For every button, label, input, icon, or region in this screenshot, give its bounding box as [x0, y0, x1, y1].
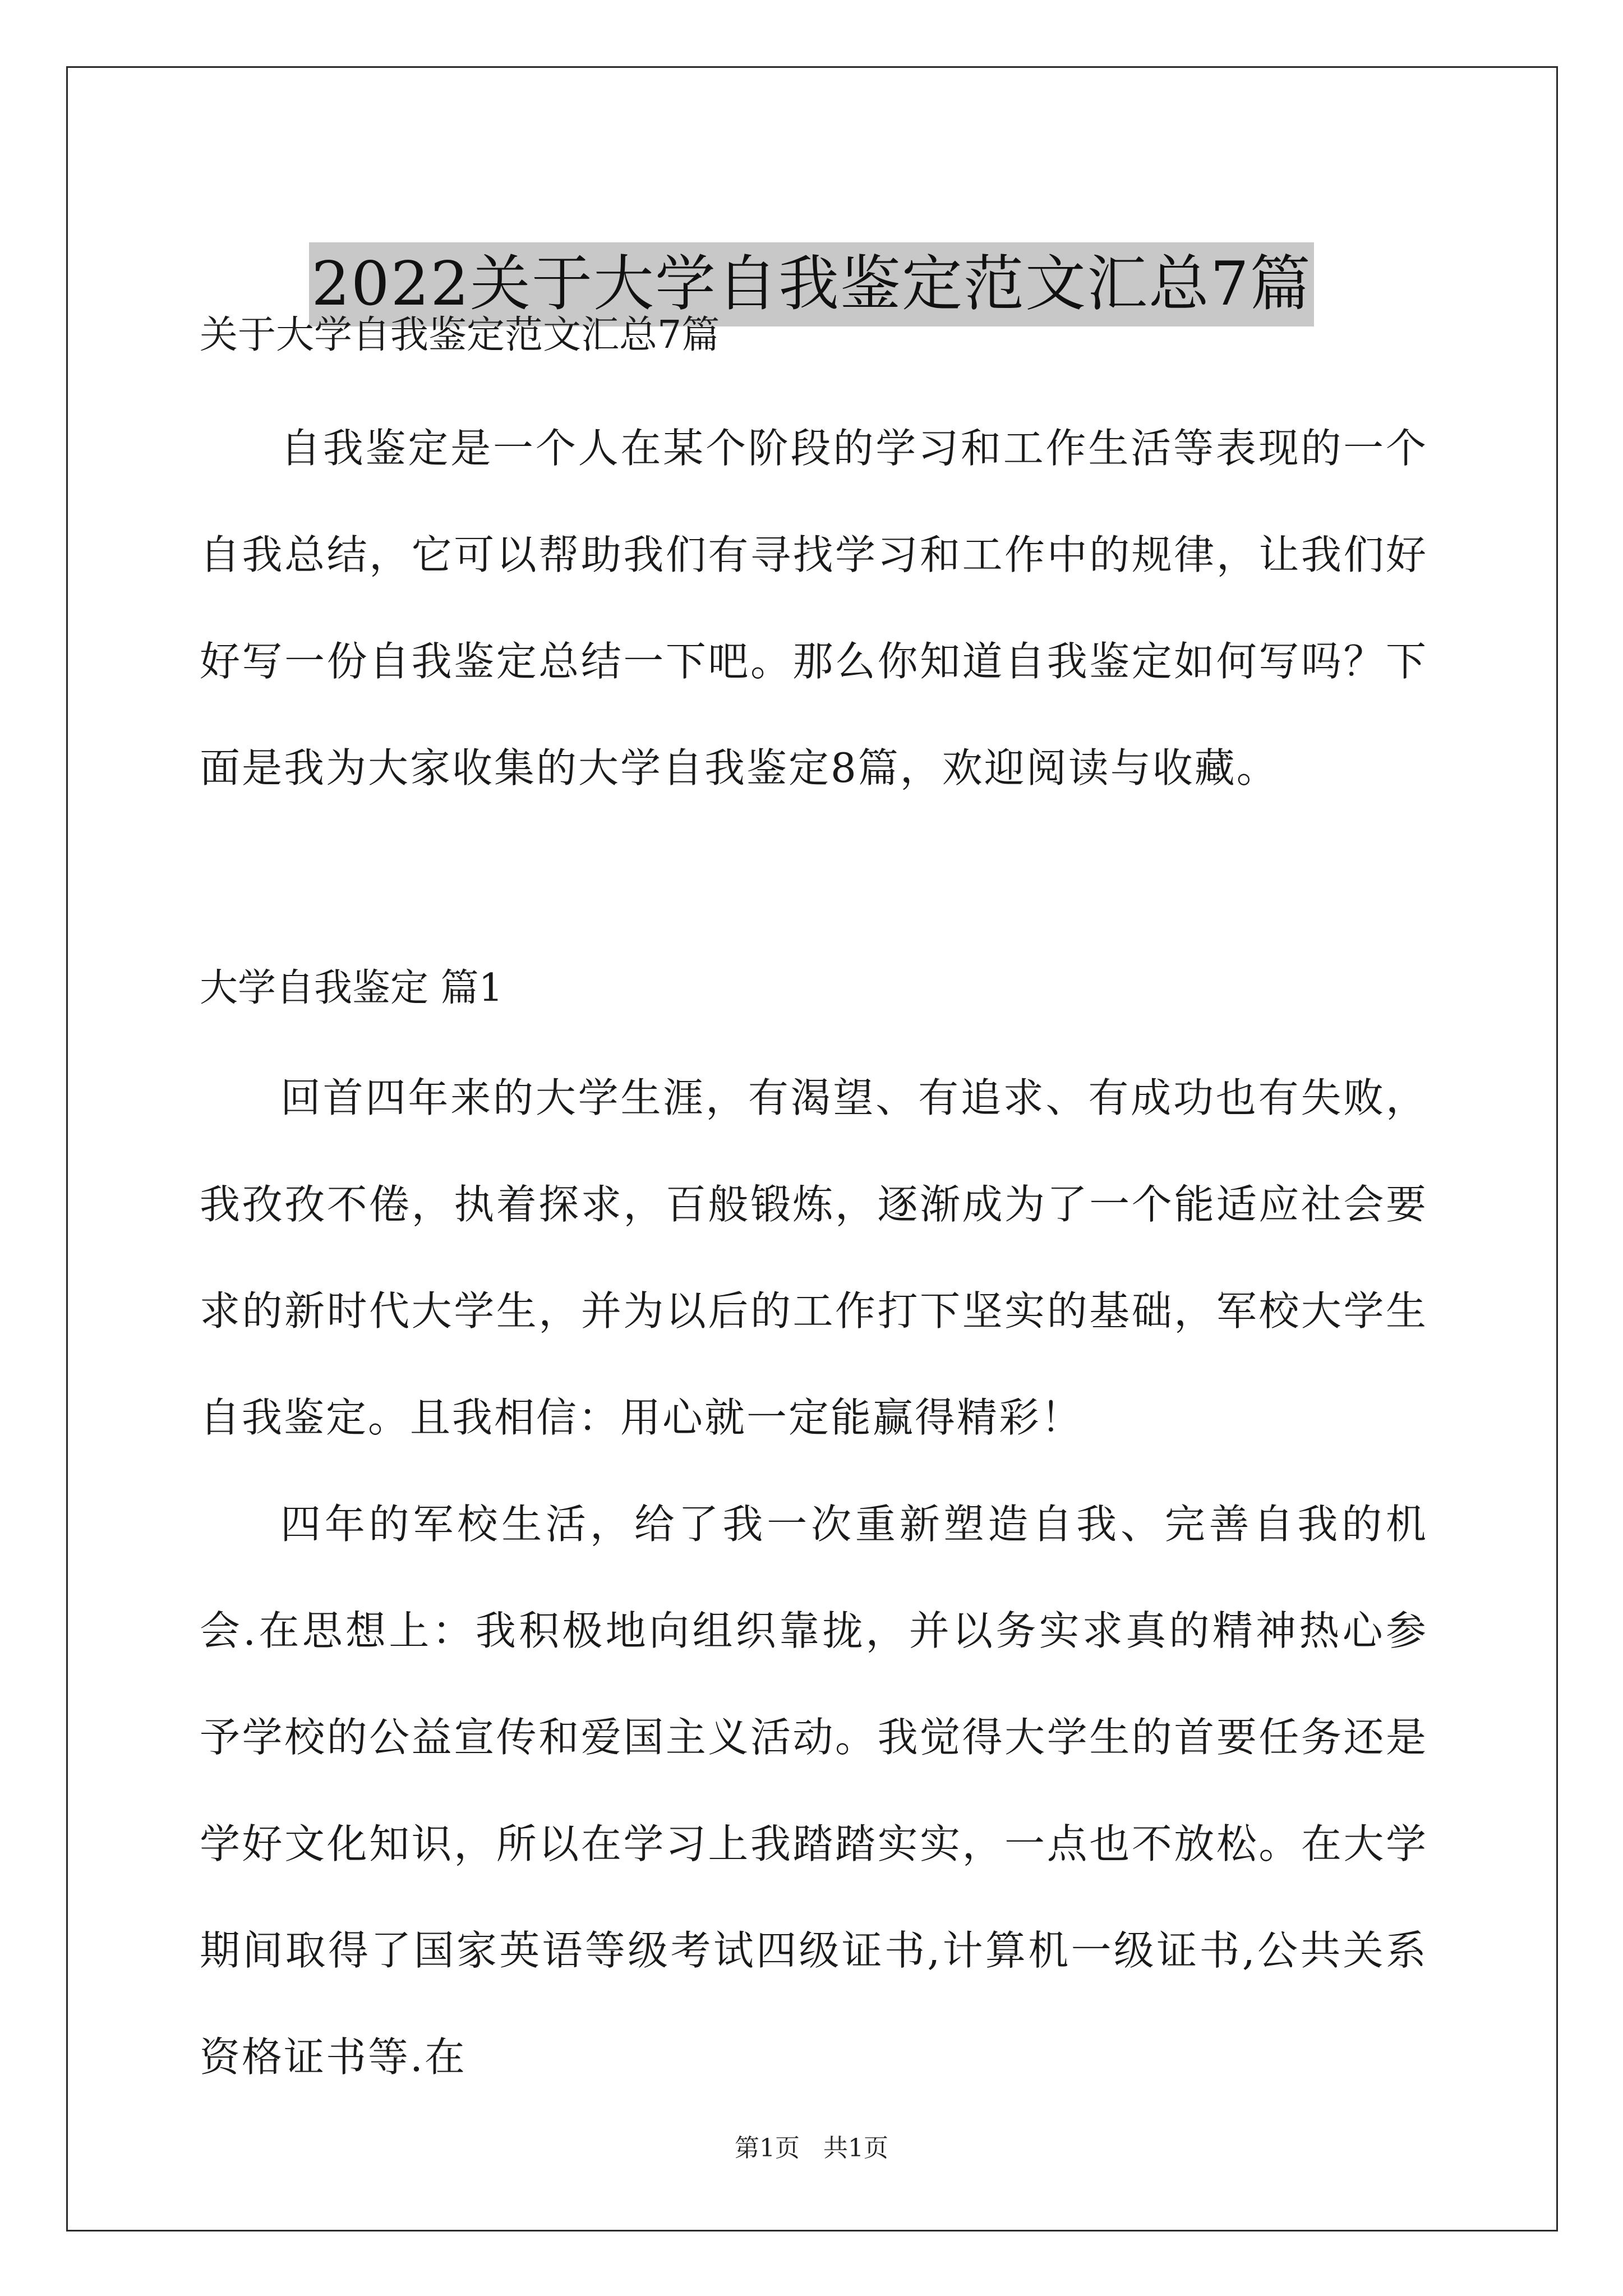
document-title: 2022关于大学自我鉴定范文汇总7篇	[309, 242, 1314, 326]
intro-paragraph: 自我鉴定是一个人在某个阶段的学习和工作生活等表现的一个自我总结，它可以帮助我们有寻找学习和工作中的规律，让我们好好写一份自我鉴定总结一下吧。那么你知道自我鉴定如何写吗？下面是我为大家收集的大学自我鉴定8篇，欢迎阅读与收藏。	[200, 425, 1428, 792]
body-paragraph: 四年的军校生活，给了我一次重新塑造自我、完善自我的机会.在思想上：我积极地向组织靠拢，并以务实求真的精神热心参予学校的公益宣传和爱国主义活动。我觉得大学生的首要任务还是学好文化知识，所以在学习上我踏踏实实，一点也不放松。在大学期间取得了国家英语等级考试四级证书,计算机一级证书,公共关系资格证书等.在	[200, 1501, 1428, 2081]
document-subtitle: 关于大学自我鉴定范文汇总7篇	[200, 313, 720, 357]
page-footer: 第1页 共1页	[735, 2134, 888, 2162]
body-paragraph: 回首四年来的大学生涯，有渴望、有追求、有成功也有失败，我孜孜不倦，执着探求，百般锻炼，逐渐成为了一个能适应社会要求的新时代大学生，并为以后的工作打下坚实的基础，军校大学生自我鉴定。且我相信：用心就一定能赢得精彩！	[200, 1074, 1428, 1441]
document-body	[200, 307, 1428, 2110]
section-heading: 大学自我鉴定 篇1	[200, 966, 503, 1010]
